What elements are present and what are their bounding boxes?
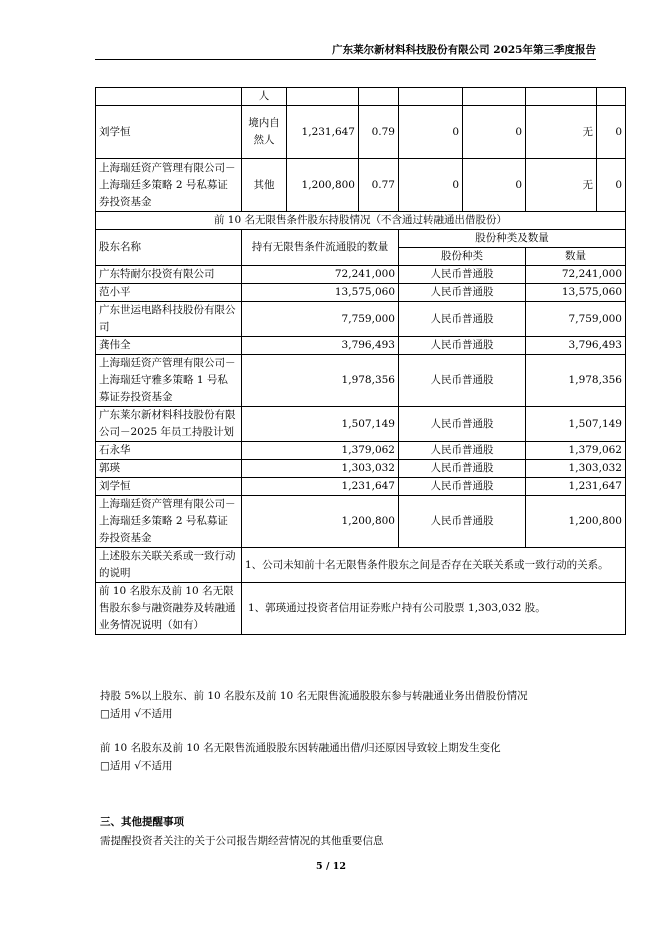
- holder-type: 其他: [242, 159, 287, 212]
- margin-label: 前 10 名股东及前 10 名无限售股东参与融资融券及转融通业务情况说明（如有）: [96, 583, 242, 635]
- holder-kind-qty: 1,978,356: [526, 355, 626, 407]
- table-row: [96, 548, 626, 583]
- table-row: [96, 302, 626, 337]
- section-title: 三、其他提醒事项: [100, 816, 184, 828]
- holder-type: 境内自然人: [242, 106, 287, 159]
- table-row: [96, 337, 626, 355]
- table-row: [96, 355, 626, 407]
- table-row: [96, 212, 626, 230]
- holder-qty: 3,796,493: [242, 337, 399, 355]
- table-row: [96, 407, 626, 442]
- table-header-row: [96, 230, 626, 248]
- table-row: [96, 442, 626, 460]
- holder-restricted: 0: [399, 159, 463, 212]
- shareholder-table: [95, 87, 626, 635]
- holder-kind-qty: 1,200,800: [526, 496, 626, 548]
- section-subtitle: 需提醒投资者关注的关于公司报告期经营情况的其他重要信息: [100, 835, 384, 847]
- table-row: [96, 266, 626, 284]
- holder-kind: 人民币普通股: [399, 355, 526, 407]
- holder-name: 范小平: [96, 284, 242, 302]
- holder-kind-qty: 1,303,032: [526, 460, 626, 478]
- holder-qty: 1,379,062: [242, 442, 399, 460]
- holder-kind-qty: 3,796,493: [526, 337, 626, 355]
- holder-name: 广东世运电路科技股份有限公司: [96, 302, 242, 337]
- table-row: [96, 159, 626, 212]
- holder-kind: 人民币普通股: [399, 266, 526, 284]
- relation-label: 上述股东关联关系或一致行动的说明: [96, 548, 242, 583]
- col-header-name: 股东名称: [96, 230, 242, 266]
- col-header-kind-group: 股份种类及数量: [399, 230, 626, 248]
- holder-qty: 1,978,356: [242, 355, 399, 407]
- holder-name: 郭瑛: [96, 460, 242, 478]
- holder-kind: 人民币普通股: [399, 442, 526, 460]
- holder-kind: 人民币普通股: [399, 460, 526, 478]
- table-row: [96, 583, 626, 635]
- holder-pledged: 0: [463, 159, 526, 212]
- holder-type-continuation: 人: [242, 88, 287, 106]
- table-row: [96, 496, 626, 548]
- holder-qty: 72,241,000: [242, 266, 399, 284]
- holder-kind: 人民币普通股: [399, 496, 526, 548]
- holder-name: 广东莱尔新材料科技股份有限公司－2025 年员工持股计划: [96, 407, 242, 442]
- report-header-title: 广东莱尔新材料科技股份有限公司 2025年第三季度报告: [332, 44, 596, 56]
- holder-shares: 1,200,800: [287, 159, 359, 212]
- header-rule: [95, 59, 596, 60]
- margin-text: 1、郭瑛通过投资者信用证券账户持有公司股票 1,303,032 股。: [242, 583, 626, 635]
- change-note-options: □适用 √不适用: [100, 760, 173, 772]
- lending-note-options: □适用 √不适用: [100, 708, 173, 720]
- holder-name: 龚伟全: [96, 337, 242, 355]
- holder-qty: 1,507,149: [242, 407, 399, 442]
- holder-kind: 人民币普通股: [399, 407, 526, 442]
- holder-name: 上海瑞廷资产管理有限公司－上海瑞廷守雅多策略 1 号私募证券投资基金: [96, 355, 242, 407]
- holder-kind: 人民币普通股: [399, 302, 526, 337]
- holder-qty: 0: [597, 106, 626, 159]
- col-header-qty: 持有无限售条件流通股的数量: [242, 230, 399, 266]
- page-number: 5 / 12: [316, 861, 346, 872]
- holder-name: 石永华: [96, 442, 242, 460]
- unrestricted-section-title: 前 10 名无限售条件股东持股情况（不含通过转融通出借股份）: [96, 212, 626, 230]
- holder-restricted: 0: [399, 106, 463, 159]
- holder-shares: 1,231,647: [287, 106, 359, 159]
- holder-name: 刘学恒: [96, 106, 242, 159]
- table-row: [96, 88, 626, 106]
- holder-pledged: 0: [463, 106, 526, 159]
- relation-text: 1、公司未知前十名无限售条件股东之间是否存在关联关系或一致行动的关系。: [242, 548, 626, 583]
- holder-qty: 13,575,060: [242, 284, 399, 302]
- holder-pct: 0.79: [359, 106, 399, 159]
- table-row: [96, 478, 626, 496]
- holder-kind: 人民币普通股: [399, 284, 526, 302]
- change-note: 前 10 名股东及前 10 名无限售流通股股东因转融通出借/归还原因导致较上期发生变化: [100, 742, 501, 754]
- holder-pct: 0.77: [359, 159, 399, 212]
- col-header-kind: 股份种类: [399, 248, 526, 266]
- holder-kind-qty: 1,379,062: [526, 442, 626, 460]
- lending-note: 持股 5%以上股东、前 10 名股东及前 10 名无限售流通股股东参与转融通业务出借股份情况: [100, 690, 528, 702]
- holder-qty: 1,303,032: [242, 460, 399, 478]
- table-row: [96, 284, 626, 302]
- table-row: [96, 460, 626, 478]
- holder-kind-qty: 1,231,647: [526, 478, 626, 496]
- holder-kind-qty: 72,241,000: [526, 266, 626, 284]
- holder-kind-qty: 13,575,060: [526, 284, 626, 302]
- holder-qty: 1,200,800: [242, 496, 399, 548]
- holder-kind: 人民币普通股: [399, 337, 526, 355]
- holder-qty: 1,231,647: [242, 478, 399, 496]
- holder-qty: 7,759,000: [242, 302, 399, 337]
- holder-kind-qty: 7,759,000: [526, 302, 626, 337]
- holder-status: 无: [526, 106, 597, 159]
- holder-status: 无: [526, 159, 597, 212]
- col-header-kind-qty: 数量: [526, 248, 626, 266]
- holder-name: 刘学恒: [96, 478, 242, 496]
- holder-name: 广东特耐尔投资有限公司: [96, 266, 242, 284]
- holder-name: 上海瑞廷资产管理有限公司－上海瑞廷多策略 2 号私募证券投资基金: [96, 496, 242, 548]
- holder-kind: 人民币普通股: [399, 478, 526, 496]
- holder-qty: 0: [597, 159, 626, 212]
- holder-kind-qty: 1,507,149: [526, 407, 626, 442]
- holder-name: 上海瑞廷资产管理有限公司－上海瑞廷多策略 2 号私募证券投资基金: [96, 159, 242, 212]
- table-row: [96, 106, 626, 159]
